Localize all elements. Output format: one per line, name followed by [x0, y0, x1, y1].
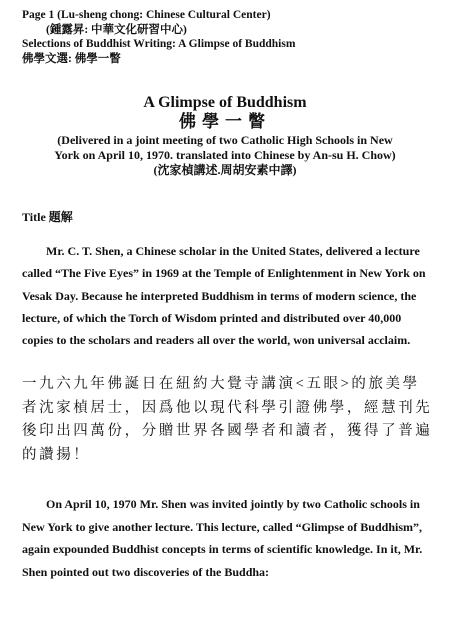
- header-source-chinese: (鍾露昇: 中華文化研習中心): [46, 23, 187, 36]
- page-title-chinese: 佛學一瞥: [179, 112, 271, 131]
- title-block: [0, 93, 450, 178]
- header-collection-line: Selections of Buddhist Writing: A Glimpse of Buddhism: [22, 38, 296, 50]
- header-source-line: Page 1 (Lu-sheng chong: Chinese Cultural Center): [22, 9, 271, 21]
- subtitle-chinese: (沈家楨講述.周胡安素中譯): [153, 163, 297, 177]
- subtitle-line-2: York on April 10, 1970. translated into Chinese by An-su H. Chow): [54, 148, 396, 162]
- header-collection-chinese: 佛學文選: 佛學一瞥: [22, 52, 121, 65]
- body-paragraph-2: [22, 493, 432, 583]
- subtitle-line-1: (Delivered in a joint meeting of two Catholic High Schools in New: [57, 133, 393, 147]
- section-heading: Title 題解: [22, 210, 73, 224]
- page-header: [22, 8, 295, 66]
- paragraph-text: On April 10, 1970 Mr. Shen was invited jointly by two Catholic schools in New York to give another lecture. This lecture, called “Glimpse of Buddhism”, again expounded Buddhist concepts in terms of scientific knowledge. In it, Mr. Shen pointed out two discoveries of the Buddha:: [22, 497, 423, 579]
- page-title: A Glimpse of Buddhism: [143, 94, 307, 111]
- paragraph-text: Mr. C. T. Shen, a Chinese scholar in the United States, delivered a lecture called “The Five Eyes” in 1969 at the Temple of Enlightenment in New York on Vesak Day. Because he interpreted Buddhism in terms of modern science, the lecture, of which the Torch of Wisdom printed and distributed over 40,000 copies to the scholars and readers all over the world, won universal acclaim.: [22, 244, 426, 348]
- body-paragraph-1: [22, 240, 432, 351]
- chinese-paragraph: 一九六九年佛誕日在紐約大覺寺講演<五眼>的旅美學者沈家楨居士，因爲他以現代科學引證佛學，經慧刊先後印出四萬份，分贈世界各國學者和讀者，獲得了普遍的讚揚！: [22, 376, 433, 463]
